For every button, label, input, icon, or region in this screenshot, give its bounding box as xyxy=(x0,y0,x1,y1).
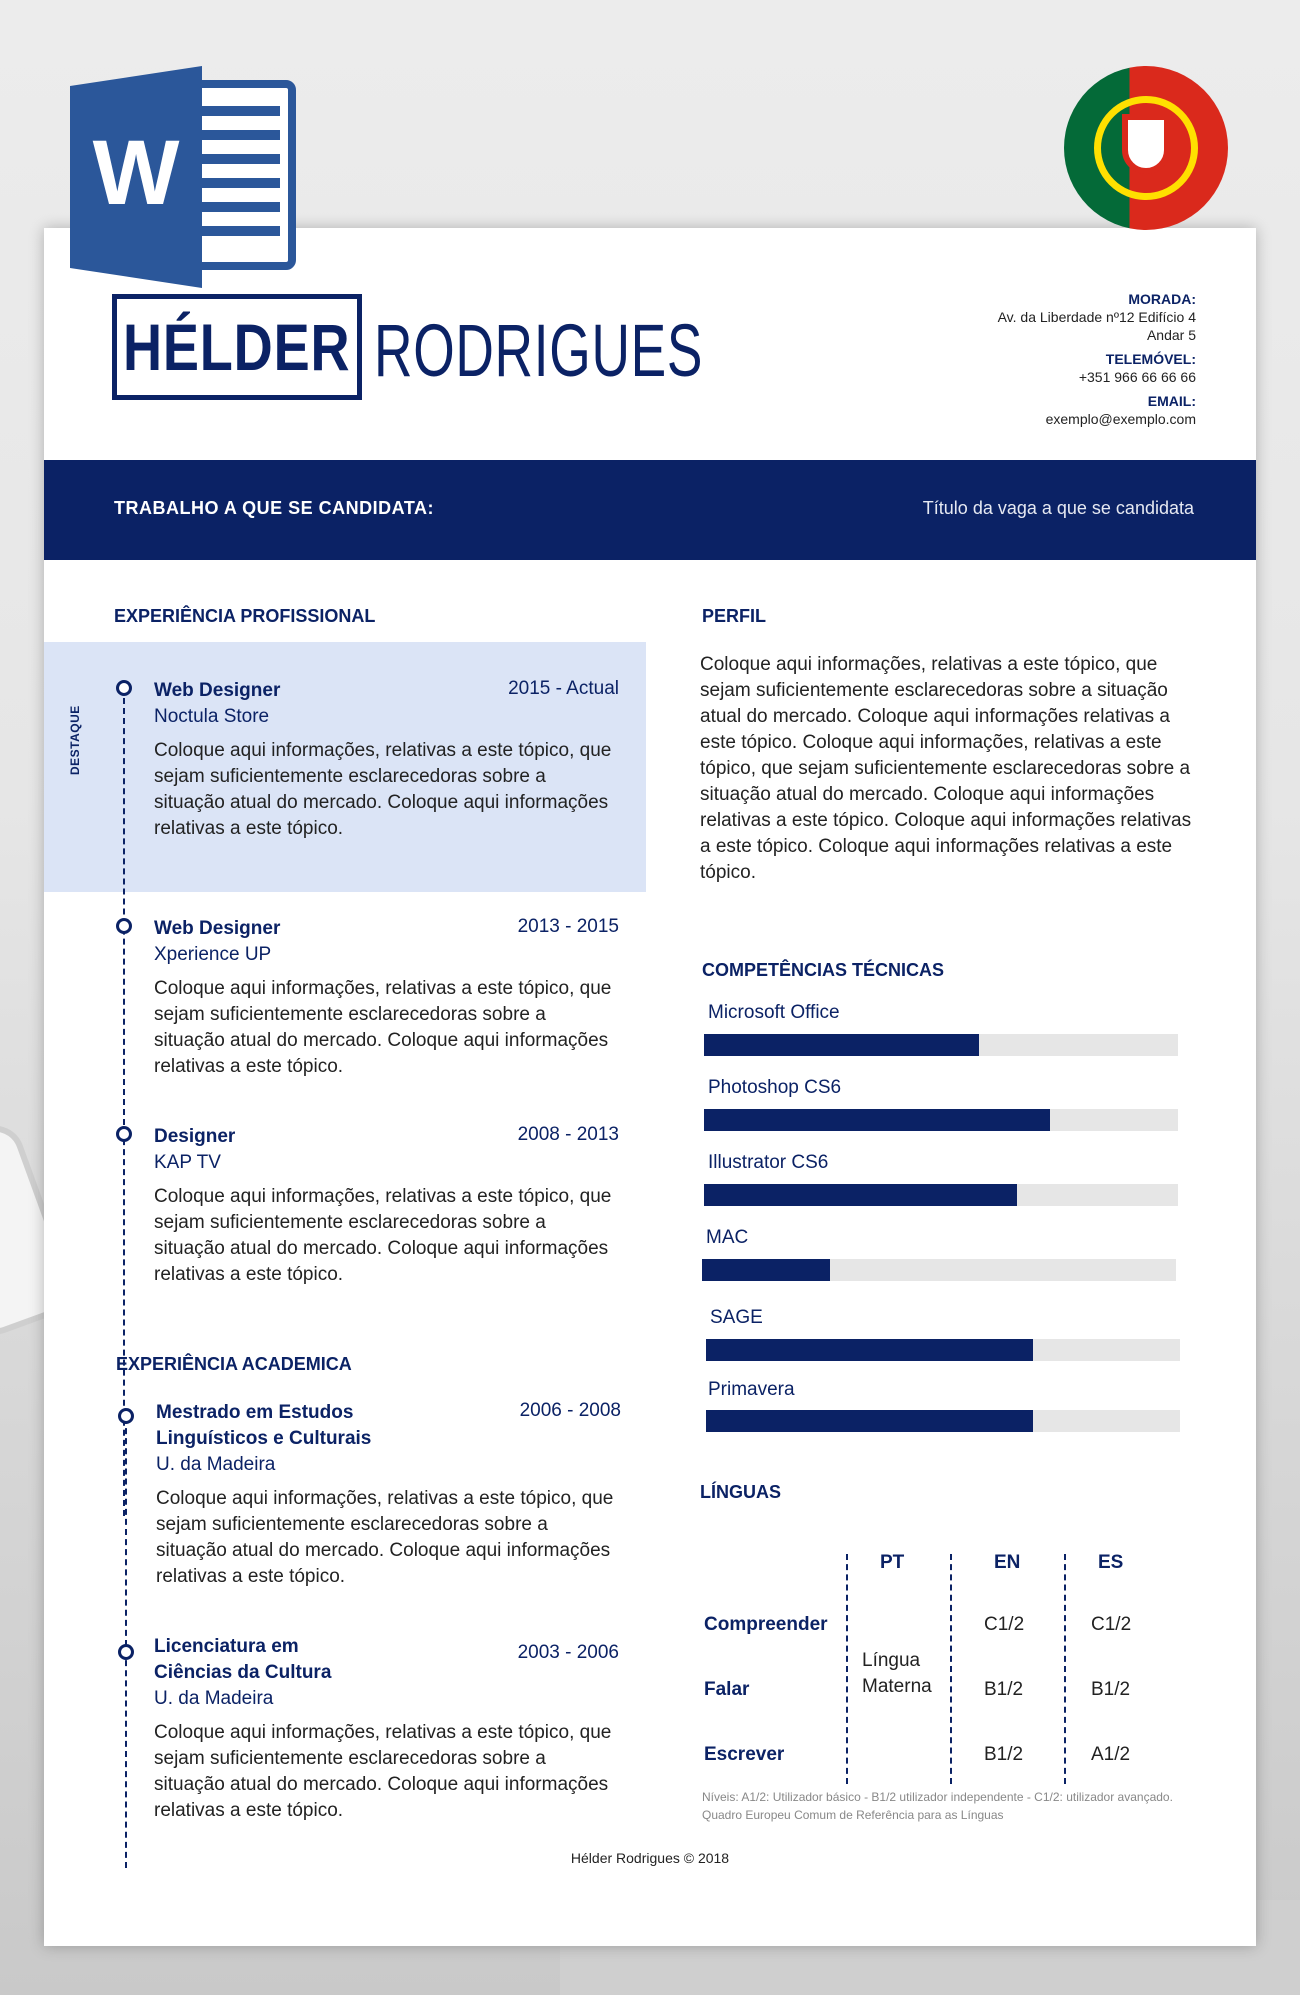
entry-title: Designer xyxy=(154,1126,236,1147)
entry-description: Coloque aqui informações, relativas a este tópico, que sejam suficientemente esclarecedoras sobre a situação atual do mercado. Coloque aqui informações relativas a este tópico. xyxy=(154,740,612,839)
timeline-dot xyxy=(116,918,132,934)
entry-title: Web Designer xyxy=(154,918,281,939)
phone-label: TELEMÓVEL: xyxy=(1105,351,1196,367)
skill-bar-fill xyxy=(702,1259,830,1281)
address-label: MORADA: xyxy=(1128,291,1196,307)
skill-bar-fill xyxy=(706,1410,1033,1432)
es-level: C1/2 xyxy=(1091,1614,1132,1635)
entry-dates: 2013 - 2015 xyxy=(517,916,619,937)
en-level: C1/2 xyxy=(984,1614,1025,1635)
svg-text:W: W xyxy=(92,122,180,224)
entry-title-line2: Linguísticos e Culturais xyxy=(156,1428,372,1449)
address-line2: Andar 5 xyxy=(1146,327,1196,343)
word-icon xyxy=(70,66,296,288)
skill-bar xyxy=(704,1034,1178,1056)
language-column-divider xyxy=(1064,1554,1066,1784)
entry-description: Coloque aqui informações, relativas a este tópico, que sejam suficientemente esclarecedoras sobre a situação atual do mercado. Coloque aqui informações relativas a este tópico. xyxy=(154,1722,612,1821)
entry-organization: Noctula Store xyxy=(154,706,270,727)
academic-section-title: EXPERIÊNCIA ACADEMICA xyxy=(116,1354,352,1374)
skill-bar xyxy=(706,1339,1180,1361)
last-name: RODRIGUES xyxy=(374,309,704,392)
entry-dates: 2008 - 2013 xyxy=(517,1124,619,1145)
phone-value: +351 966 66 66 66 xyxy=(1078,369,1196,385)
language-column-divider xyxy=(846,1554,848,1784)
first-name: HÉLDER xyxy=(123,310,351,384)
skill-bar-fill xyxy=(704,1034,979,1056)
language-levels-note: Níveis: A1/2: Utilizador básico - B1/2 utilizador independente - C1/2: utilizador avançado. Quadro Europeu Comum de Referência para as Línguas xyxy=(702,1790,1173,1822)
entry-title-line1: Licenciatura em xyxy=(154,1636,299,1657)
language-row-understand: Compreender xyxy=(704,1614,828,1635)
skill-bar-fill xyxy=(706,1339,1033,1361)
email-label: EMAIL: xyxy=(1147,393,1196,409)
es-level: A1/2 xyxy=(1091,1744,1131,1765)
experience-entry xyxy=(154,1124,619,1288)
entry-organization: KAP TV xyxy=(154,1152,221,1173)
skill-bar xyxy=(704,1109,1178,1131)
entry-description: Coloque aqui informações, relativas a este tópico, que sejam suficientemente esclarecedoras sobre a situação atual do mercado. Coloque aqui informações relativas a este tópico. xyxy=(154,1186,612,1285)
skill-label: MAC xyxy=(706,1227,749,1248)
pt-level-line2: Materna xyxy=(862,1676,932,1697)
entry-dates: 2015 - Actual xyxy=(508,678,619,699)
entry-organization: U. da Madeira xyxy=(154,1688,274,1709)
portugal-flag-icon xyxy=(1064,66,1228,230)
highlight-label: DESTAQUE xyxy=(68,705,82,775)
en-level: B1/2 xyxy=(984,1679,1024,1700)
language-column-pt: PT xyxy=(880,1552,905,1573)
entry-title: Web Designer xyxy=(154,680,281,701)
experience-entry xyxy=(154,916,619,1080)
contact-block xyxy=(998,290,1196,434)
academic-entry xyxy=(154,1634,619,1824)
job-banner-value: Título da vaga a que se candidata xyxy=(922,498,1194,518)
skill-bar xyxy=(702,1259,1176,1281)
skill-label: Microsoft Office xyxy=(708,1002,840,1023)
job-banner xyxy=(44,460,1256,560)
job-banner-label: TRABALHO A QUE SE CANDIDATA: xyxy=(114,498,434,518)
entry-dates: 2006 - 2008 xyxy=(519,1400,621,1421)
entry-dates: 2003 - 2006 xyxy=(517,1642,619,1663)
email-value: exemplo@exemplo.com xyxy=(1045,411,1196,427)
timeline-dot xyxy=(116,1126,132,1142)
language-row-speak: Falar xyxy=(704,1679,750,1700)
en-level: B1/2 xyxy=(984,1744,1024,1765)
language-row-write: Escrever xyxy=(704,1744,785,1765)
skill-bar-fill xyxy=(704,1184,1017,1206)
entry-organization: Xperience UP xyxy=(154,944,272,965)
skill-label: Photoshop CS6 xyxy=(708,1077,842,1098)
address-line1: Av. da Liberdade nº12 Edifício 4 xyxy=(997,309,1196,325)
skill-bar xyxy=(706,1410,1180,1432)
entry-organization: U. da Madeira xyxy=(156,1454,276,1475)
skill-bar-fill xyxy=(704,1109,1050,1131)
first-name-box xyxy=(112,294,362,400)
entry-description: Coloque aqui informações, relativas a este tópico, que sejam suficientemente esclarecedoras sobre a situação atual do mercado. Coloque aqui informações relativas a este tópico. xyxy=(156,1488,614,1587)
skills-section-title: COMPETÊNCIAS TÉCNICAS xyxy=(702,960,945,980)
language-column-es: ES xyxy=(1098,1552,1124,1573)
skill-bar xyxy=(704,1184,1178,1206)
entry-description: Coloque aqui informações, relativas a este tópico, que sejam suficientemente esclarecedoras sobre a situação atual do mercado. Coloque aqui informações relativas a este tópico. xyxy=(154,978,612,1077)
profile-text: Coloque aqui informações, relativas a este tópico, que sejam suficientemente esclarecedoras sobre a situação atual do mercado. Coloque aqui informações relativas a este tópico. Coloque aqui informações, relativas a este tópico, que sejam suficientemente esclarecedoras sobre a situação atual do mercado. Coloque aqui informações relativas a este tópico. Coloque aqui informações relativas a este tópico. Coloque aqui informações relativas a este tópico. xyxy=(700,654,1192,883)
timeline-dot xyxy=(118,1644,134,1660)
shield-icon xyxy=(1122,114,1170,174)
timeline-dot xyxy=(116,680,132,696)
resume-page xyxy=(44,228,1256,1946)
timeline-dot xyxy=(118,1408,134,1424)
language-column-divider xyxy=(950,1554,952,1784)
entry-title-line2: Ciências da Cultura xyxy=(154,1662,332,1683)
skill-label: Primavera xyxy=(708,1379,795,1400)
experience-timeline xyxy=(123,698,125,1516)
languages-section-title: LÍNGUAS xyxy=(700,1482,781,1502)
academic-timeline xyxy=(125,1418,127,1868)
footer-copyright: Hélder Rodrigues © 2018 xyxy=(570,1850,730,1866)
language-column-en: EN xyxy=(994,1552,1021,1573)
skill-label: SAGE xyxy=(710,1307,763,1328)
entry-title-line1: Mestrado em Estudos xyxy=(156,1402,354,1423)
skill-label: Illustrator CS6 xyxy=(708,1152,829,1173)
academic-entry xyxy=(156,1400,621,1590)
profile-section-title: PERFIL xyxy=(702,606,767,626)
pt-level-line1: Língua xyxy=(862,1650,921,1671)
experience-section-title: EXPERIÊNCIA PROFISSIONAL xyxy=(114,606,376,626)
experience-entry xyxy=(154,678,619,842)
es-level: B1/2 xyxy=(1091,1679,1131,1700)
